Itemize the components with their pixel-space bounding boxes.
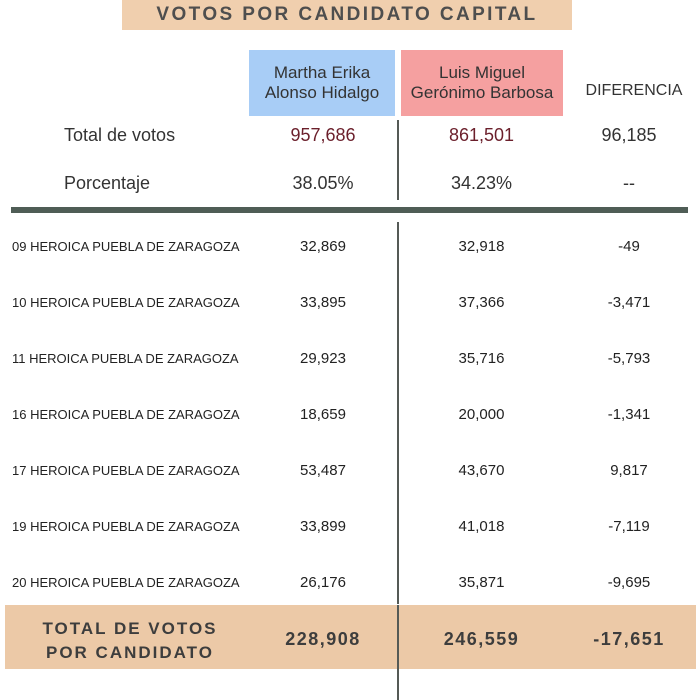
- difference-header: DIFERENCIA: [585, 82, 683, 99]
- row-label: 16 HEROICA PUEBLA DE ZARAGOZA: [12, 407, 240, 422]
- candidate-last-name: Alonso Hidalgo: [264, 83, 380, 102]
- candidate-header-alonso: [249, 50, 395, 116]
- row-label: 11 HEROICA PUEBLA DE ZARAGOZA: [12, 351, 239, 366]
- column-divider-middle: [397, 222, 399, 604]
- row-value-c2: 35,871: [458, 574, 505, 591]
- candidate-header-barbosa: [401, 50, 563, 116]
- row-label: 17 HEROICA PUEBLA DE ZARAGOZA: [12, 463, 240, 478]
- totals-label-line2: POR CANDIDATO: [46, 643, 214, 662]
- row-value-diff: -1,341: [607, 406, 651, 423]
- row-value-c2: 37,366: [458, 294, 505, 311]
- row-value-c1: 18,659: [300, 406, 346, 423]
- column-divider-top: [397, 120, 399, 200]
- totals-value-diff: -17,651: [593, 629, 665, 649]
- totals-label: [5, 617, 255, 665]
- row-value-c1: 33,895: [300, 294, 346, 311]
- row-value-c1: 33,899: [300, 518, 346, 535]
- row-value-diff: 9,817: [610, 462, 648, 479]
- row-value-diff: -49: [618, 238, 640, 255]
- totals-value-c1: 228,908: [285, 629, 361, 649]
- summary-label: Total de votos: [64, 125, 176, 145]
- row-value-c2: 20,000: [458, 406, 505, 423]
- row-label: 10 HEROICA PUEBLA DE ZARAGOZA: [12, 295, 240, 310]
- summary-value-diff: 96,185: [601, 125, 657, 145]
- row-label: 20 HEROICA PUEBLA DE ZARAGOZA: [12, 575, 240, 590]
- summary-label: Porcentaje: [64, 173, 151, 193]
- totals-value-c2: 246,559: [443, 629, 520, 649]
- row-value-diff: -3,471: [607, 294, 651, 311]
- summary-value-c1: 957,686: [290, 125, 356, 145]
- candidate-first-name: Martha Erika: [273, 63, 371, 82]
- row-value-c1: 53,487: [300, 462, 346, 479]
- row-label: 19 HEROICA PUEBLA DE ZARAGOZA: [12, 519, 240, 534]
- row-value-diff: -9,695: [607, 574, 651, 591]
- summary-value-diff: --: [623, 173, 635, 193]
- totals-label-line1: TOTAL DE VOTOS: [42, 619, 218, 638]
- page-title: VOTOS POR CANDIDATO CAPITAL: [122, 0, 572, 30]
- row-value-c2: 35,716: [458, 350, 505, 367]
- candidate-last-name: Gerónimo Barbosa: [410, 83, 554, 102]
- row-value-diff: -7,119: [608, 518, 650, 535]
- section-divider: [11, 207, 688, 213]
- row-label: 09 HEROICA PUEBLA DE ZARAGOZA: [12, 239, 240, 254]
- candidate-first-name: Luis Miguel: [439, 63, 525, 82]
- summary-value-c2: 861,501: [448, 125, 515, 145]
- row-value-diff: -5,793: [607, 350, 651, 367]
- summary-value-c2: 34.23%: [450, 173, 513, 193]
- row-value-c1: 32,869: [300, 238, 346, 255]
- row-value-c2: 32,918: [458, 238, 505, 255]
- column-divider-bottom: [397, 605, 399, 700]
- row-value-c1: 29,923: [300, 350, 346, 367]
- row-value-c1: 26,176: [300, 574, 346, 591]
- row-value-c2: 43,670: [458, 462, 505, 479]
- row-value-c2: 41,018: [458, 518, 505, 535]
- summary-value-c1: 38.05%: [292, 173, 354, 193]
